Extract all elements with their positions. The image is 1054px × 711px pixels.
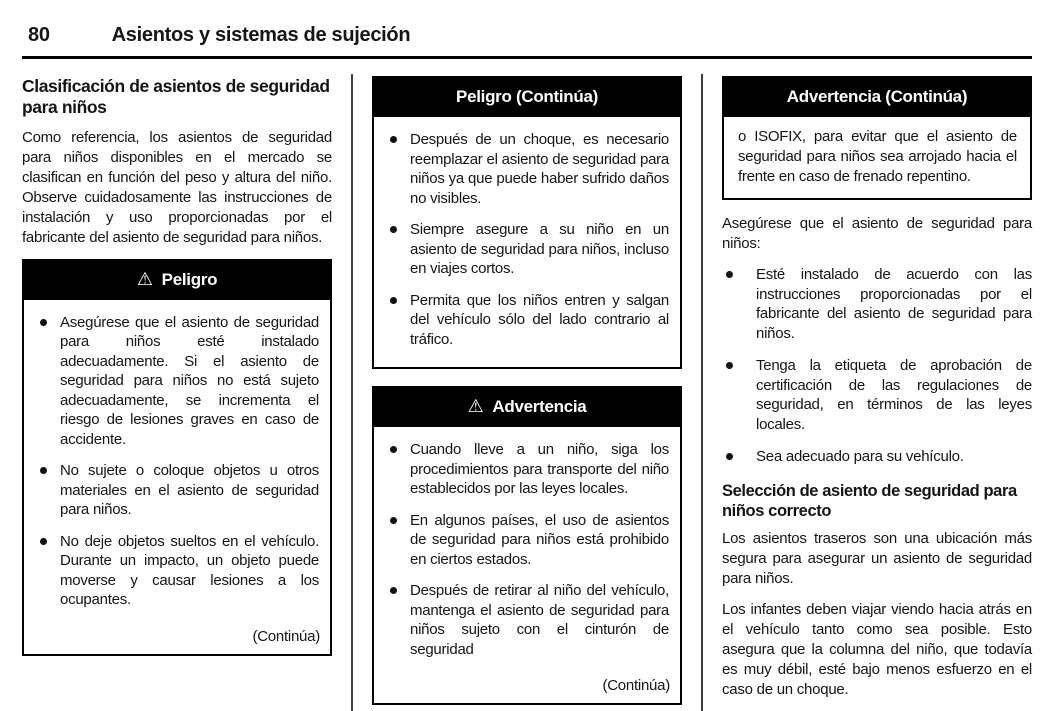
checklist-intro: Asegúrese que el asiento de seguridad para niños: <box>722 215 1032 253</box>
content-columns <box>22 74 1032 711</box>
column-divider <box>701 74 703 711</box>
page-header <box>22 24 1032 47</box>
danger-bullet <box>37 313 319 450</box>
danger-bullet-text: Asegúrese que el asiento de seguridad para niños esté instalado adecuadamente. Si el asiento de seguridad para niños no está sujeto adecuadamente, se incrementa el riesgo de lesiones graves en caso de accidente. <box>60 313 319 448</box>
danger-box-header <box>24 261 330 300</box>
danger-bullet-text: Después de un choque, es necesario reemplazar el asiento de seguridad para niños ya que puede haber sufrido daños no visibles. <box>410 131 669 207</box>
header-rule <box>22 56 1032 59</box>
warning-triangle-icon: ⚠ <box>467 396 484 416</box>
checklist-item <box>722 265 1032 343</box>
section-title: Asientos y sistemas de sujeción <box>111 24 411 46</box>
danger-continued-box-title: Peligro (Continúa) <box>456 87 598 106</box>
warning-bullet-list <box>374 427 680 677</box>
checklist-item-text: Sea adecuado para su vehículo. <box>756 448 964 466</box>
danger-bullet-text: No deje objetos sueltos en el vehículo. Durante un impacto, un objeto puede moverse y causar lesiones a los ocupantes. <box>60 532 319 609</box>
warning-bullet-text: Cuando lleve a un niño, siga los procedimientos para transporte del niño establecidos por las leyes locales. <box>410 441 669 497</box>
warning-continued-box <box>722 76 1032 200</box>
column-1 <box>22 74 332 711</box>
checklist <box>722 263 1032 467</box>
checklist-item <box>722 447 1032 467</box>
topic-heading: Clasificación de asientos de seguridad para niños <box>22 76 330 117</box>
continued-label: (Continúa) <box>252 627 320 645</box>
warning-bullet <box>387 511 669 570</box>
warning-continued-box-header <box>724 78 1030 117</box>
warning-box <box>372 386 682 705</box>
danger-bullet <box>387 291 669 350</box>
column-2 <box>372 74 682 711</box>
continued-label: (Continúa) <box>602 677 670 694</box>
warning-continued-body: o ISOFIX, para evitar que el asiento de seguridad para niños sea arrojado hacia el frente en caso de frenado repentino. <box>738 128 1017 185</box>
danger-bullet <box>37 461 319 520</box>
danger-bullet <box>387 220 669 279</box>
warning-bullet <box>387 440 669 499</box>
warning-continued-box-title: Advertencia (Continúa) <box>786 87 968 106</box>
checklist-item-text: Tenga la etiqueta de aprobación de certificación de las regulaciones de seguridad, en términos de las leyes locales. <box>756 357 1032 433</box>
warning-box-title: Advertencia <box>492 397 587 416</box>
warning-triangle-icon: ⚠ <box>136 268 153 289</box>
page-number: 80 <box>28 24 50 46</box>
warning-bullet-text: En algunos países, el uso de asientos de seguridad para niños está prohibido en ciertos estados. <box>410 511 669 568</box>
danger-bullet-list <box>24 300 330 628</box>
intro-paragraph: Como referencia, los asientos de seguridad para niños disponibles en el mercado se clasifican en función del peso y altura del niño. Observe cuidadosamente las instrucciones de instalación y uso proporcionadas por el fabricante del asiento de seguridad para niños. <box>22 129 332 246</box>
danger-continued-box <box>372 76 682 369</box>
checklist-item <box>722 356 1032 434</box>
selection-paragraph: Los asientos traseros son una ubicación más segura para asegurar un asiento de seguridad para niños. <box>722 530 1032 587</box>
danger-bullet-text: Permita que los niños entren y salgan del vehículo sólo del lado contrario al tráfico. <box>410 291 669 348</box>
danger-bullet <box>37 532 319 610</box>
danger-continued-box-header <box>374 78 680 117</box>
danger-bullet-text: No sujete o coloque objetos u otros materiales en el asiento de seguridad para niños. <box>60 462 319 519</box>
danger-box-title: Peligro <box>161 269 218 289</box>
danger-continued-bullet-list <box>374 117 680 367</box>
danger-box <box>22 259 332 656</box>
warning-box-header <box>374 388 680 427</box>
column-divider <box>351 74 353 711</box>
selection-paragraph: Los infantes deben viajar viendo hacia atrás en el vehículo tanto como sea posible. Esto asegura que la columna del niño, que todavía es muy débil, esté bajo menos esfuerzo en el caso de un choque. <box>722 600 1032 698</box>
danger-bullet-text: Siempre asegure a su niño en un asiento de seguridad para niños, incluso en viajes cortos. <box>410 221 669 277</box>
selection-heading: Selección de asiento de seguridad para niños correcto <box>722 481 1017 520</box>
danger-bullet <box>387 130 669 208</box>
column-3 <box>722 74 1032 711</box>
warning-bullet <box>387 581 669 659</box>
checklist-item-text: Esté instalado de acuerdo con las instrucciones proporcionadas por el fabricante del asiento de seguridad para niños. <box>756 266 1032 342</box>
warning-bullet-text: Después de retirar al niño del vehículo, mantenga el asiento de seguridad para niños sujeto con el cinturón de seguridad <box>410 582 669 658</box>
